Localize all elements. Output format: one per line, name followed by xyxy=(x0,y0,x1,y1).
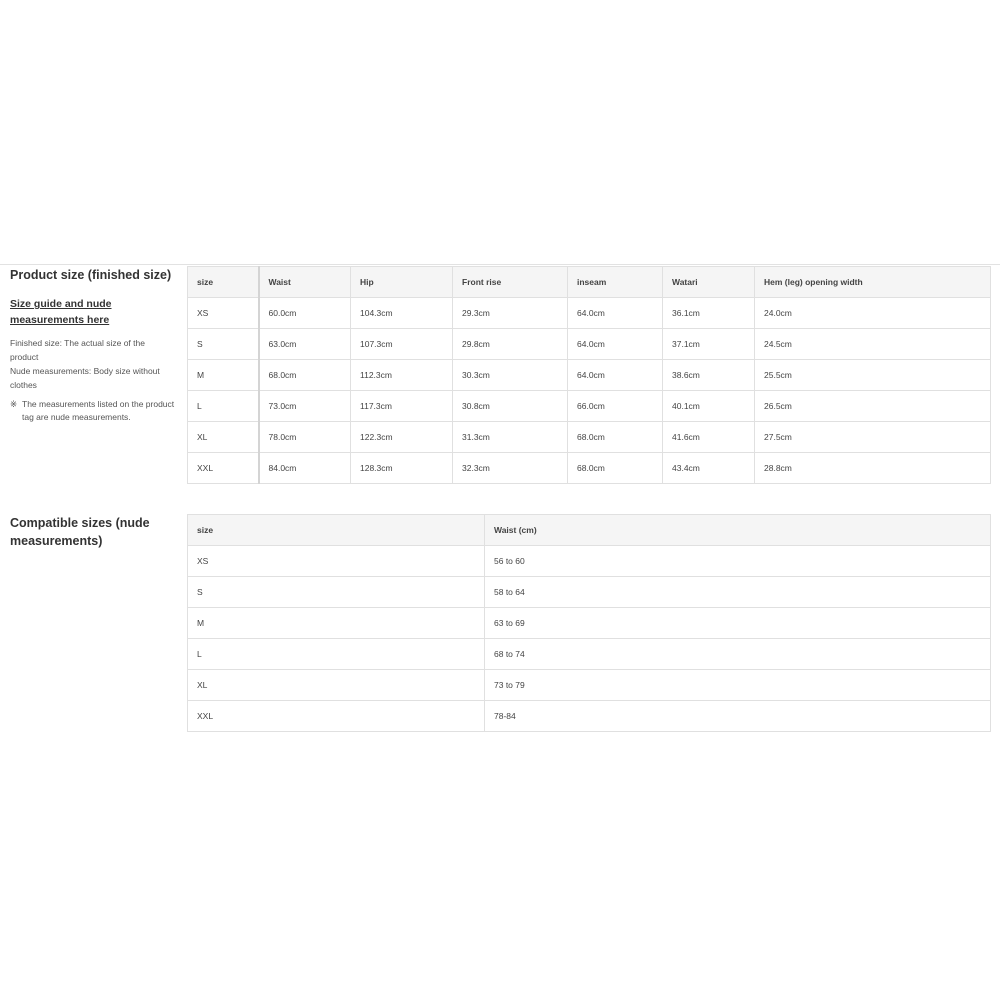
table-cell: 63.0cm xyxy=(259,329,351,360)
table-row xyxy=(188,298,991,329)
table-row xyxy=(188,329,991,360)
size-cell: M xyxy=(188,360,259,391)
table-cell: 31.3cm xyxy=(453,422,568,453)
table-cell: 66.0cm xyxy=(568,391,663,422)
table-row xyxy=(188,360,991,391)
column-header: Front rise xyxy=(453,267,568,298)
tag-note-text: The measurements listed on the product tag are nude measurements. xyxy=(22,399,175,422)
size-cell: XXL xyxy=(188,453,259,484)
table-cell: 117.3cm xyxy=(351,391,453,422)
top-divider xyxy=(0,264,1000,265)
table-row xyxy=(188,546,991,577)
table-cell: 30.3cm xyxy=(453,360,568,391)
table-cell: 64.0cm xyxy=(568,329,663,360)
table-cell: 68.0cm xyxy=(568,422,663,453)
table-row xyxy=(188,608,991,639)
product-size-table xyxy=(187,266,991,484)
table-cell: 68 to 74 xyxy=(485,639,991,670)
size-cell: S xyxy=(188,577,485,608)
table-cell: 40.1cm xyxy=(663,391,755,422)
size-cell: S xyxy=(188,329,259,360)
column-header: Watari xyxy=(663,267,755,298)
table-cell: 58 to 64 xyxy=(485,577,991,608)
table-header-row xyxy=(188,267,991,298)
column-header: size xyxy=(188,515,485,546)
table-row xyxy=(188,701,991,732)
table-cell: 73.0cm xyxy=(259,391,351,422)
table-cell: 64.0cm xyxy=(568,360,663,391)
size-guide-link[interactable]: Size guide and nude measurements here xyxy=(10,298,112,326)
size-cell: XS xyxy=(188,298,259,329)
size-definition-note xyxy=(10,336,175,392)
table-row xyxy=(188,391,991,422)
table-cell: 32.3cm xyxy=(453,453,568,484)
size-cell: XS xyxy=(188,546,485,577)
table-cell: 41.6cm xyxy=(663,422,755,453)
size-cell: M xyxy=(188,608,485,639)
compatible-sizes-table xyxy=(187,514,991,732)
table-cell: 107.3cm xyxy=(351,329,453,360)
table-cell: 112.3cm xyxy=(351,360,453,391)
table-cell: 78.0cm xyxy=(259,422,351,453)
column-header: Hem (leg) opening width xyxy=(755,267,991,298)
table-cell: 104.3cm xyxy=(351,298,453,329)
table-cell: 36.1cm xyxy=(663,298,755,329)
compatible-sizes-heading: Compatible sizes (nude measurements) xyxy=(10,516,150,548)
table-cell: 28.8cm xyxy=(755,453,991,484)
table-cell: 68.0cm xyxy=(259,360,351,391)
table-row xyxy=(188,670,991,701)
table-cell: 60.0cm xyxy=(259,298,351,329)
table-cell: 38.6cm xyxy=(663,360,755,391)
table-cell: 56 to 60 xyxy=(485,546,991,577)
table-cell: 37.1cm xyxy=(663,329,755,360)
table-row xyxy=(188,422,991,453)
table-row xyxy=(188,453,991,484)
table-cell: 128.3cm xyxy=(351,453,453,484)
column-header: inseam xyxy=(568,267,663,298)
size-cell: L xyxy=(188,391,259,422)
table-cell: 73 to 79 xyxy=(485,670,991,701)
size-cell: XL xyxy=(188,670,485,701)
size-cell: XXL xyxy=(188,701,485,732)
product-size-heading: Product size (finished size) xyxy=(10,268,172,282)
table-cell: 78-84 xyxy=(485,701,991,732)
table-cell: 43.4cm xyxy=(663,453,755,484)
finished-size-note: Finished size: The actual size of the product xyxy=(10,338,145,362)
table-cell: 30.8cm xyxy=(453,391,568,422)
table-row xyxy=(188,639,991,670)
table-cell: 29.3cm xyxy=(453,298,568,329)
table-cell: 27.5cm xyxy=(755,422,991,453)
table-row xyxy=(188,577,991,608)
nude-measurement-note: Nude measurements: Body size without clothes xyxy=(10,366,160,390)
table-cell: 122.3cm xyxy=(351,422,453,453)
column-header: size xyxy=(188,267,259,298)
table-cell: 84.0cm xyxy=(259,453,351,484)
table-cell: 26.5cm xyxy=(755,391,991,422)
table-header-row xyxy=(188,515,991,546)
size-cell: XL xyxy=(188,422,259,453)
table-cell: 25.5cm xyxy=(755,360,991,391)
table-cell: 64.0cm xyxy=(568,298,663,329)
note-mark: ※ xyxy=(10,399,18,409)
compatible-sizes-sidebar xyxy=(10,514,175,550)
size-cell: L xyxy=(188,639,485,670)
table-cell: 29.8cm xyxy=(453,329,568,360)
product-size-sidebar xyxy=(10,266,175,424)
column-header: Waist (cm) xyxy=(485,515,991,546)
column-header: Hip xyxy=(351,267,453,298)
table-cell: 63 to 69 xyxy=(485,608,991,639)
table-cell: 24.5cm xyxy=(755,329,991,360)
column-header: Waist xyxy=(259,267,351,298)
table-cell: 68.0cm xyxy=(568,453,663,484)
table-cell: 24.0cm xyxy=(755,298,991,329)
tag-note xyxy=(10,398,175,424)
